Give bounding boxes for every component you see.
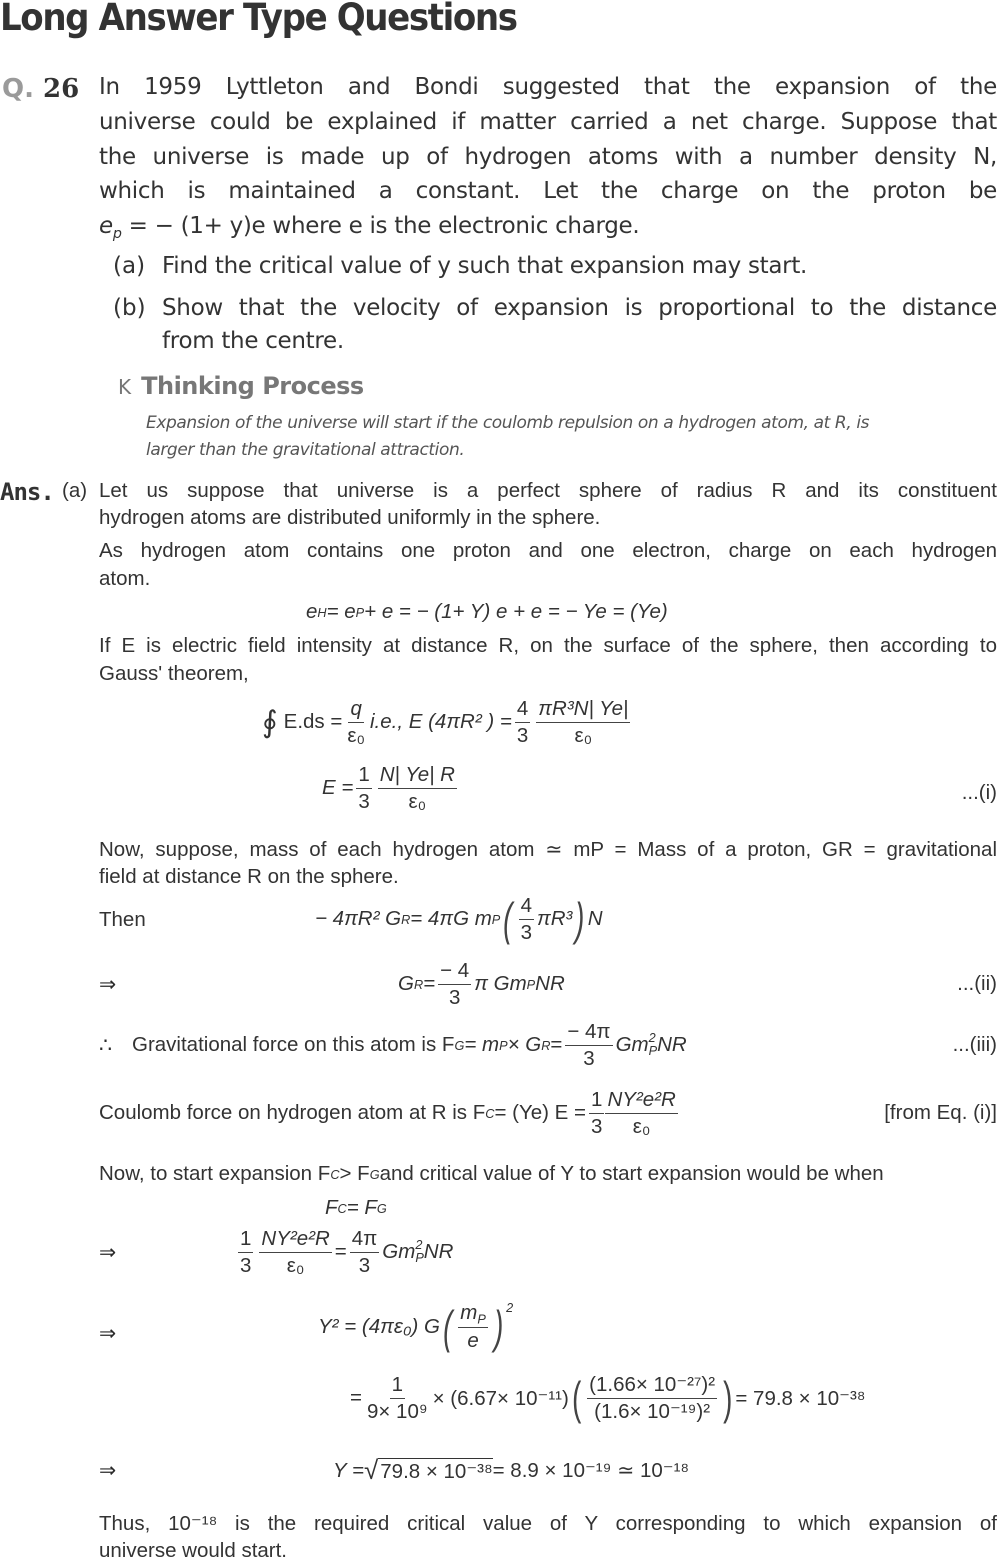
k-marker-icon: K — [118, 375, 132, 399]
equation-coulomb-force: Coulomb force on hydrogen atom at R is F C = (Ye) E = $\frac{1}{3}$ $\frac{\text{NY²e²R}}{\text{ε₀}}$ — [99, 1088, 676, 1138]
answer-text: atom. — [99, 567, 151, 590]
proton-charge-line: $e_p$ = − (1+ y)e where e is the electronic charge. — [99, 213, 640, 242]
answer-text: Let us suppose that universe is a perfect sphere of radius R and its constituent — [99, 479, 997, 502]
equation-gravity-gauss: − 4πR² G R = 4πG m P ( $\frac{4}{3}$ πR³ ) N — [315, 893, 603, 946]
part-b-text: from the centre. — [162, 328, 344, 354]
page-title: Long Answer Type Questions — [0, 0, 517, 39]
therefore-symbol: ∴ — [99, 1034, 113, 1057]
equation-reference: [from Eq. (i)] — [884, 1101, 997, 1124]
part-b-text: Show that the velocity of expansion is proportional to the distance — [162, 295, 997, 321]
answer-conclusion: Thus, 10⁻¹⁸ is the required critical value of Y corresponding to which expansion of — [99, 1512, 997, 1535]
answer-part-label: (a) — [62, 479, 88, 502]
implies-symbol: ⇒ — [99, 1459, 117, 1482]
equation-gauss: ∮ E.ds = $\frac{q}{\text{ε₀}}$ i.e., E (4πR² ) = $\frac{4}{3}$ $\frac{\text{πR³N| Ye|}}{\text{ε₀}}$ — [262, 697, 629, 747]
question-line: universe could be explained if matter carried a net charge. Suppose that — [99, 109, 997, 135]
equation-hydrogen-charge: e H = e P + e = − (1+ Y) e + e = − Ye = (Ye) — [306, 600, 668, 623]
implies-symbol: ⇒ — [99, 1241, 117, 1264]
equation-y-squared: Y² = (4πε₀) G ( $\frac{m_P}{e}$ ) 2 — [318, 1300, 514, 1353]
question-line: In 1959 Lyttleton and Bondi suggested that the expansion of the — [99, 74, 997, 100]
equation-balance-expanded: $\frac{1}{3}$ $\frac{\text{NY²e²R}}{\text{ε₀}}$ = $\frac{4\pi}{3}$ Gm 2 P NR — [240, 1227, 454, 1277]
answer-conclusion: universe would start. — [99, 1539, 288, 1562]
part-b-label: (b) — [113, 295, 146, 321]
answer-text: Now, to start expansion F C > F G and critical value of Y to start expansion would be when — [99, 1162, 884, 1185]
question-number: 26 — [43, 74, 80, 104]
equation-tag-ii: ...(ii) — [957, 972, 997, 995]
equation-gravitational-field: G R = $\frac{- 4}{3}$ π Gm P NR — [398, 959, 565, 1009]
equation-tag-i: ...(i) — [961, 781, 997, 804]
equation-numeric-substitution: = $\frac{1}{\text{9× 10⁹}}$ × (6.67× 10⁻¹¹) ( $\frac{\text{(1.66× 10⁻²⁷)²}}{\text{(1.6× 10⁻¹⁹)²}}$ ) = 79.8 × 10⁻³⁸ — [350, 1372, 866, 1425]
answer-text: hydrogen atoms are distributed uniformly in the sphere. — [99, 506, 601, 529]
answer-text: Gauss' theorem, — [99, 662, 249, 685]
equation-electric-field: E = $\frac{1}{3}$ $\frac{N| Ye| R}{\text{ε₀}}$ — [322, 763, 455, 813]
part-a-label: (a) — [113, 253, 146, 279]
equation-gravitational-force: Gravitational force on this atom is F G = m P × G R = $\frac{- 4\pi}{3}$ Gm 2 P NR — [132, 1020, 687, 1070]
thinking-process-heading: K Thinking Process — [118, 372, 364, 400]
equation-y-value: Y = √ 79.8 × 10⁻³⁸ = 8.9 × 10⁻¹⁹ ≃ 10⁻¹⁸ — [333, 1455, 690, 1485]
implies-symbol: ⇒ — [99, 1322, 117, 1345]
equation-force-balance: F C = F G — [325, 1196, 387, 1219]
answer-text: Now, suppose, mass of each hydrogen atom ≃ mP = Mass of a proton, GR = gravitational — [99, 838, 997, 861]
question-line: the universe is made up of hydrogen atoms with a number density N, — [99, 144, 997, 170]
answer-text: If E is electric field intensity at distance R, on the surface of the sphere, then according to — [99, 634, 997, 657]
question-q-icon: Q. — [2, 74, 34, 104]
part-a-text: Find the critical value of y such that expansion may start. — [162, 253, 808, 279]
answer-text: field at distance R on the sphere. — [99, 865, 399, 888]
then-label: Then — [99, 908, 146, 931]
question-label — [2, 74, 79, 104]
answer-label: Ans. — [0, 478, 54, 506]
equation-tag-iii: ...(iii) — [952, 1033, 997, 1056]
implies-symbol: ⇒ — [99, 973, 117, 996]
question-line: which is maintained a constant. Let the charge on the proton be — [99, 178, 997, 204]
thinking-text: Expansion of the universe will start if the coulomb repulsion on a hydrogen atom, at R, is — [146, 413, 870, 433]
answer-text: As hydrogen atom contains one proton and one electron, charge on each hydrogen — [99, 539, 997, 562]
thinking-text: larger than the gravitational attraction. — [146, 440, 465, 460]
